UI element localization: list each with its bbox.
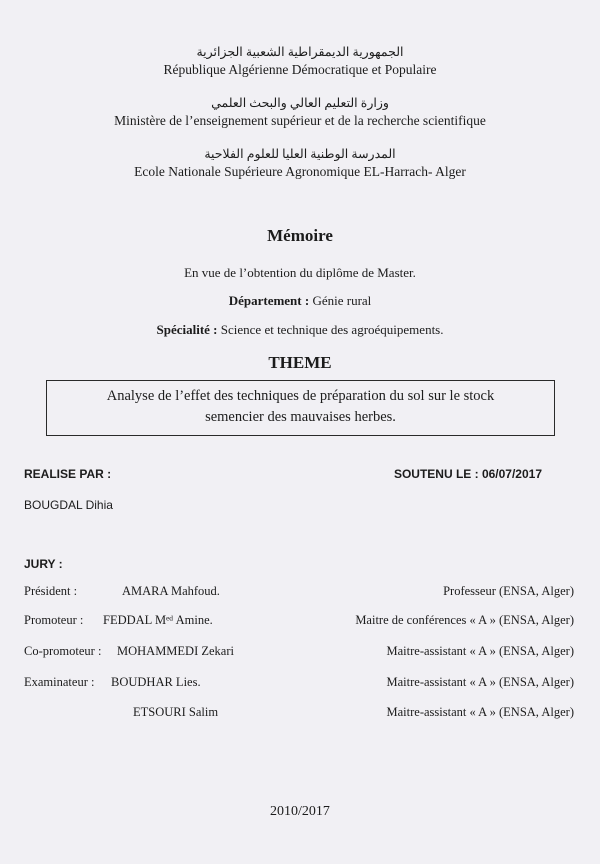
jury-row-examinateur [0,675,600,693]
jury-name: AMARA Mahfoud. [122,584,220,598]
speciality-value: Science et technique des agroéquipements. [220,322,444,337]
jury-position: Maitre de conférences « A » (ENSA, Alger) [355,613,574,627]
jury-row-promoteur [0,613,600,631]
department-value: Génie rural [312,293,372,308]
jury-name: BOUDHAR Lies. [111,675,201,689]
jury-row-president [0,584,600,602]
theme-line-1: Analyse de l’effet des techniques de préparation du sol sur le stock [106,388,495,404]
jury-name: FEDDAL Mᵉᵈ Amine. [103,613,213,627]
department-label: Département : [228,293,310,308]
jury-role: Co-promoteur : [24,644,102,658]
school-arabic: المدرسة الوطنية العليا للعلوم الفلاحية [204,147,396,161]
jury-name: ETSOURI Salim [133,705,219,719]
jury-role: Examinateur : [24,675,95,689]
jury-row-examinateur-2 [0,705,600,723]
jury-position: Maitre-assistant « A » (ENSA, Alger) [386,644,574,658]
school-french: Ecole Nationale Supérieure Agronomique EL-Harrach- Alger [134,164,466,179]
soutenu-le-label: SOUTENU LE : 06/07/2017 [393,467,542,481]
academic-year: 2010/2017 [270,804,330,819]
jury-role: Président : [24,584,78,598]
department-line [0,293,600,309]
republic-arabic: الجمهورية الديمقراطية الشعبية الجزائرية [196,45,404,59]
ministry-arabic: وزارة التعليم العالي والبحث العلمي [211,96,389,110]
jury-position: Professeur (ENSA, Alger) [443,584,574,598]
theme-box [46,380,555,436]
jury-position: Maitre-assistant « A » (ENSA, Alger) [386,675,574,689]
degree-purpose: En vue de l’obtention du diplôme de Master. [184,265,416,280]
document-type-title: Mémoire [267,226,333,245]
theme-line-2: semencier des mauvaises herbes. [205,409,396,425]
jury-row-co-promoteur [0,644,600,662]
jury-name: MOHAMMEDI Zekari [117,644,234,658]
jury-label: JURY : [24,557,63,571]
jury-role: Promoteur : [24,613,84,627]
speciality-label: Spécialité : [156,322,218,337]
jury-position: Maitre-assistant « A » (ENSA, Alger) [386,705,574,719]
ministry-french: Ministère de l’enseignement supérieur et de la recherche scientifique [114,113,486,128]
author-name: BOUGDAL Dihia [24,498,113,512]
speciality-line [0,322,600,338]
republic-french: République Algérienne Démocratique et Populaire [163,62,437,77]
realise-par-label: REALISE PAR : [24,467,112,481]
theme-heading: THEME [268,353,332,372]
